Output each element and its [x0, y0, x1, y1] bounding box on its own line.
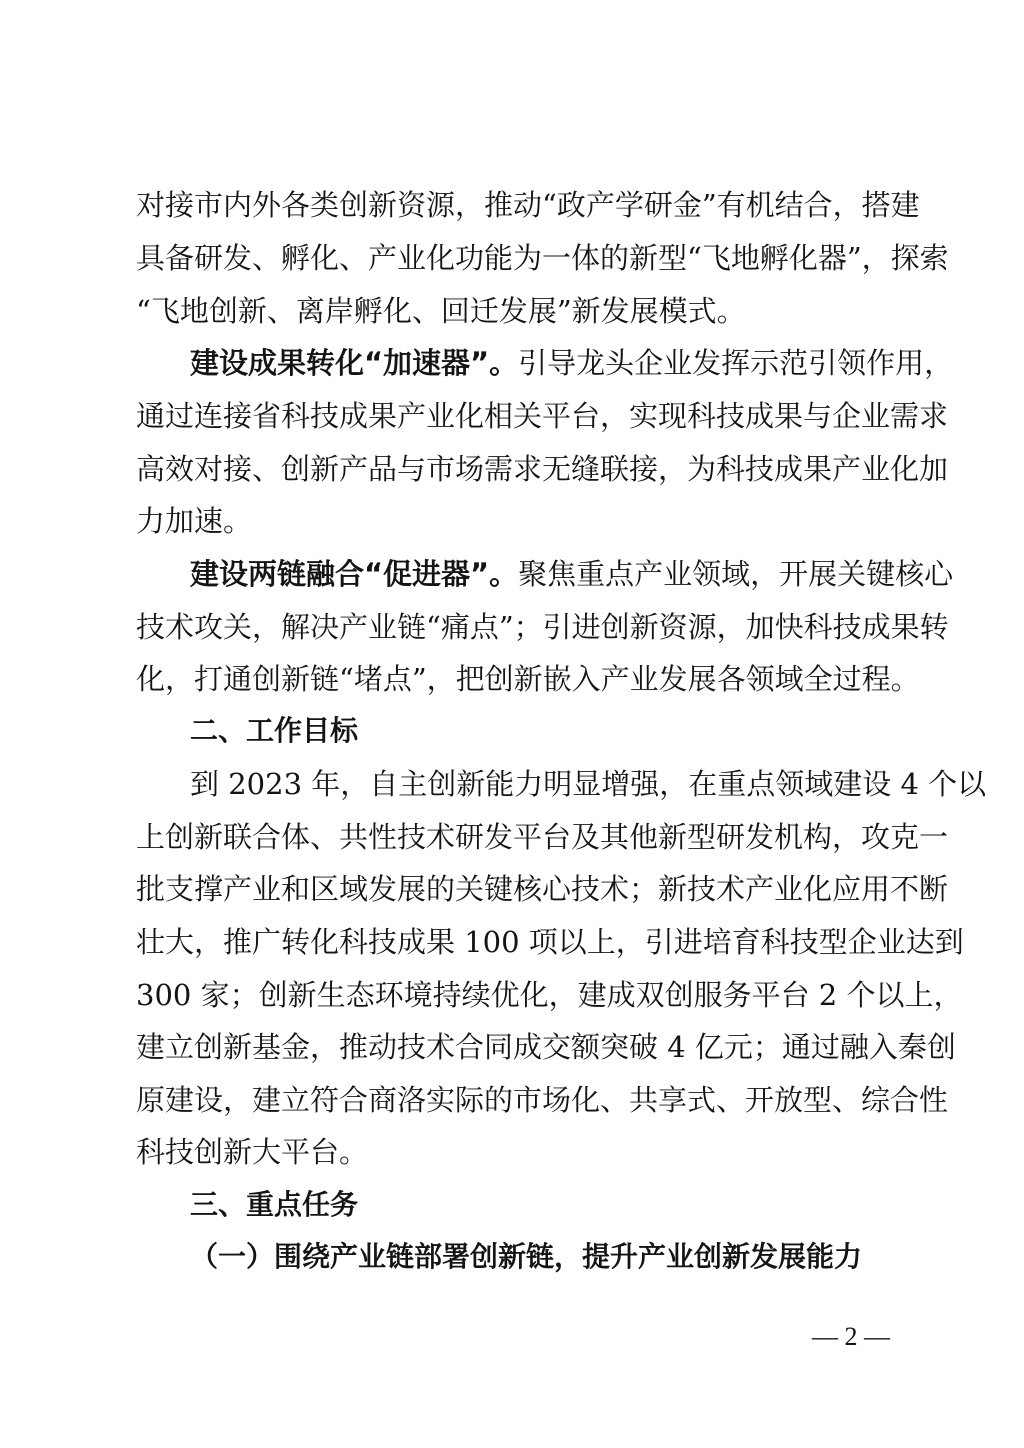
- paragraph-1-line-1: 对接市内外各类创新资源，推动“政产学研金”有机结合，搭建: [136, 188, 920, 222]
- paragraph-2-line-1: [190, 345, 954, 381]
- section-heading-key-tasks: 三、重点任务: [190, 1188, 359, 1221]
- paragraph-4-line-5: 300 家；创新生态环境持续优化，建成双创服务平台 2 个以上，: [136, 978, 963, 1012]
- paragraph-4-line-8: 科技创新大平台。: [136, 1135, 369, 1169]
- paragraph-2-line-2: 通过连接省科技成果产业化相关平台，实现科技成果与企业需求: [136, 399, 949, 433]
- paragraph-1-line-2: 具备研发、孵化、产业化功能为一体的新型“飞地孵化器”，探索: [136, 241, 949, 275]
- paragraph-4-line-6: 建立创新基金，推动技术合同成交额突破 4 亿元；通过融入秦创: [136, 1030, 956, 1064]
- paragraph-3-line-1-rest: 聚焦重点产业领域，开展关键核心: [518, 557, 954, 591]
- paragraph-4-line-1: 到 2023 年，自主创新能力明显增强，在重点领域建设 4 个以: [190, 767, 987, 801]
- page-number: — 2 —: [812, 1322, 890, 1351]
- paragraph-1-line-3: “飞地创新、离岸孵化、回迁发展”新发展模式。: [136, 294, 746, 328]
- paragraph-2-line-1-rest: 引导龙头企业发挥示范引领作用，: [518, 346, 954, 380]
- subsection-heading-1: （一）围绕产业链部署创新链，提升产业创新发展能力: [190, 1240, 863, 1273]
- paragraph-2-line-3: 高效对接、创新产品与市场需求无缝联接，为科技成果产业化加: [136, 452, 949, 486]
- paragraph-2-line-4: 力加速。: [136, 504, 253, 538]
- paragraph-4-line-2: 上创新联合体、共性技术研发平台及其他新型研发机构，攻克一: [136, 820, 949, 854]
- paragraph-4-line-3: 批支撑产业和区域发展的关键核心技术；新技术产业化应用不断: [136, 872, 949, 906]
- paragraph-2-lead: 建设成果转化“加速器”。: [190, 346, 519, 380]
- paragraph-3-line-1: [190, 556, 954, 592]
- paragraph-4-line-4: 壮大，推广转化科技成果 100 项以上，引进培育科技型企业达到: [136, 925, 964, 959]
- paragraph-3-line-2: 技术攻关，解决产业链“痛点”；引进创新资源，加快科技成果转: [136, 610, 949, 644]
- paragraph-4-line-7: 原建设，建立符合商洛实际的市场化、共享式、开放型、综合性: [136, 1083, 949, 1117]
- section-heading-work-goals: 二、工作目标: [190, 714, 359, 747]
- paragraph-3-lead: 建设两链融合“促进器”。: [190, 557, 519, 591]
- paragraph-3-line-3: 化，打通创新链“堵点”，把创新嵌入产业发展各领域全过程。: [136, 662, 920, 696]
